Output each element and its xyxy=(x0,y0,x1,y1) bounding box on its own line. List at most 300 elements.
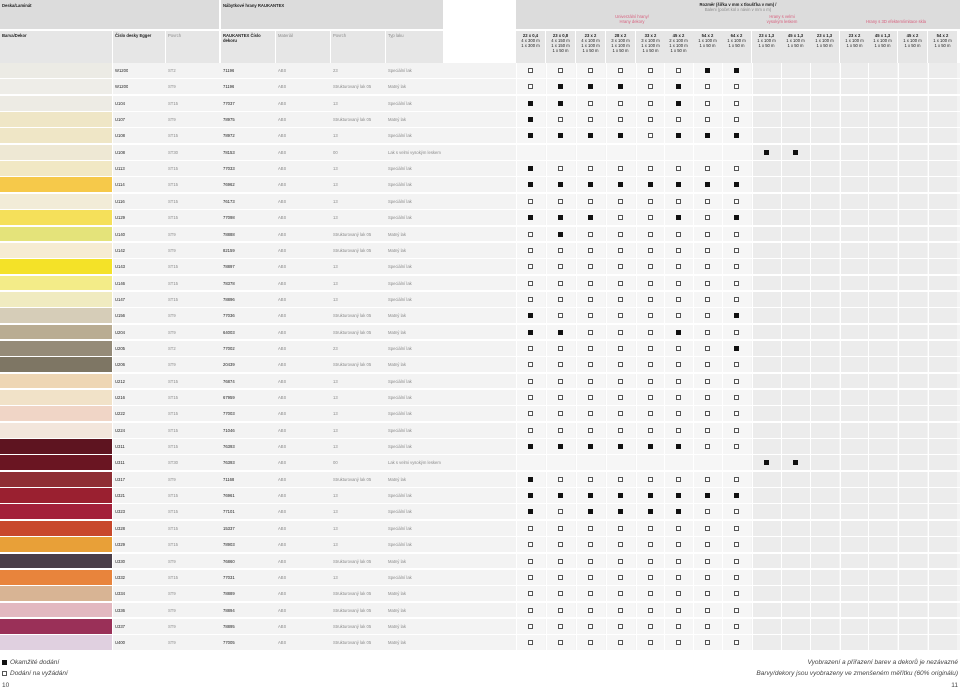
dim-col-0 xyxy=(516,31,545,63)
availability-full-icon xyxy=(734,493,739,498)
grid-cell xyxy=(781,227,810,242)
color-swatch xyxy=(0,586,112,601)
dim-pack2: 1 x 100 m xyxy=(611,43,630,48)
cell-mat: ABS xyxy=(278,509,287,515)
grid-cell xyxy=(898,455,927,470)
availability-empty-icon xyxy=(648,166,653,171)
availability-empty-icon xyxy=(734,477,739,482)
color-swatch xyxy=(0,161,112,176)
availability-empty-icon xyxy=(705,281,710,286)
grid-cell xyxy=(781,210,810,225)
availability-full-icon xyxy=(528,493,533,498)
cell-s2: 13 xyxy=(333,574,338,580)
availability-full-icon xyxy=(793,150,798,155)
grid-cell xyxy=(868,390,897,405)
cell-code: U311 xyxy=(115,444,125,450)
availability-empty-icon xyxy=(588,526,593,531)
grid-cell xyxy=(781,194,810,209)
availability-empty-icon xyxy=(676,559,681,564)
grid-cell xyxy=(868,586,897,601)
cell-mat: ABS xyxy=(278,68,287,73)
cell-surf: ST15 xyxy=(168,280,179,286)
cell-rk: 78972 xyxy=(223,133,235,139)
availability-full-icon xyxy=(588,493,593,498)
availability-empty-icon xyxy=(588,68,593,73)
grid-cell xyxy=(898,504,927,519)
col-material: Materiál xyxy=(276,31,330,63)
cell-s2: 00 xyxy=(333,149,338,155)
cell-surf: ST15 xyxy=(168,133,179,139)
grid-cell xyxy=(868,455,897,470)
cell-code: U104 xyxy=(115,100,126,106)
availability-empty-icon xyxy=(618,68,623,73)
cell-mat: ABS xyxy=(278,133,287,139)
grid-cell xyxy=(781,537,810,552)
grid-cell xyxy=(636,145,665,160)
cell-code: U311 xyxy=(115,460,125,466)
availability-empty-icon xyxy=(618,215,623,220)
cell-lak: Speciální lak xyxy=(388,395,412,400)
availability-empty-icon xyxy=(648,477,653,482)
availability-empty-icon xyxy=(648,297,653,302)
grid-cell xyxy=(928,504,957,519)
grid-cell xyxy=(781,554,810,569)
grid-cell xyxy=(868,537,897,552)
availability-empty-icon xyxy=(618,575,623,580)
availability-full-icon xyxy=(558,215,563,220)
availability-full-icon xyxy=(648,509,653,514)
grid-cell xyxy=(868,439,897,454)
availability-empty-icon xyxy=(588,117,593,122)
grid-cell xyxy=(898,488,927,503)
cell-s2: Strukturovaný lak 05 xyxy=(333,117,372,123)
dim-pack1: 4 x 150 m xyxy=(551,38,570,43)
availability-empty-icon xyxy=(676,362,681,367)
availability-full-icon xyxy=(588,509,593,514)
availability-empty-icon xyxy=(618,526,623,531)
grid-cell xyxy=(781,603,810,618)
dim-size: 22 x 0,4 xyxy=(522,33,539,38)
cell-s2: 13 xyxy=(333,378,338,384)
grid-cell xyxy=(840,455,869,470)
availability-empty-icon xyxy=(558,608,563,613)
cell-code: U113 xyxy=(115,166,125,172)
grid-cell xyxy=(928,586,957,601)
cell-rk: 78889 xyxy=(223,591,235,597)
availability-full-icon xyxy=(618,509,623,514)
availability-empty-icon xyxy=(648,68,653,73)
grid-cell xyxy=(840,177,869,192)
grid-cell xyxy=(752,619,781,634)
grid-cell xyxy=(693,145,722,160)
cell-s2: 13 xyxy=(333,198,338,204)
grid-cell xyxy=(898,554,927,569)
grid-cell xyxy=(840,259,869,274)
availability-empty-icon xyxy=(618,101,623,106)
availability-empty-icon xyxy=(676,526,681,531)
availability-empty-icon xyxy=(528,542,533,547)
cell-rk: 71168 xyxy=(223,476,235,482)
cell-s2: 13 xyxy=(333,395,338,400)
grid-cell xyxy=(928,521,957,536)
grid-cell xyxy=(840,521,869,536)
dim-pack3: 1 x 50 m xyxy=(874,43,891,48)
availability-full-icon xyxy=(528,313,533,318)
availability-empty-icon xyxy=(734,640,739,645)
grid-cell xyxy=(752,504,781,519)
availability-empty-icon xyxy=(558,591,563,596)
grid-cell xyxy=(752,423,781,438)
cell-lak: Speciální lak xyxy=(388,427,412,433)
grid-cell xyxy=(840,145,869,160)
cell-mat: ABS xyxy=(278,542,287,548)
cell-s2: Strukturovaný lak 05 xyxy=(333,623,372,629)
availability-full-icon xyxy=(558,493,563,498)
grid-cell xyxy=(840,570,869,585)
grid-cell xyxy=(868,210,897,225)
cell-mat: ABS xyxy=(278,100,287,106)
availability-empty-icon xyxy=(618,640,623,645)
grid-cell xyxy=(664,145,693,160)
grid-cell xyxy=(928,341,957,356)
cell-surf: ST15 xyxy=(168,509,179,515)
grid-cell xyxy=(840,194,869,209)
cell-code: U337 xyxy=(115,623,126,629)
availability-empty-icon xyxy=(734,509,739,514)
availability-empty-icon xyxy=(705,84,710,89)
availability-full-icon xyxy=(528,444,533,449)
cell-lak: Speciální lak xyxy=(388,166,412,172)
availability-empty-icon xyxy=(734,411,739,416)
cell-mat: ABS xyxy=(278,525,287,531)
availability-empty-icon xyxy=(558,346,563,351)
availability-empty-icon xyxy=(676,477,681,482)
grid-cell xyxy=(810,619,839,634)
availability-empty-icon xyxy=(618,395,623,400)
grid-cell xyxy=(752,161,781,176)
availability-full-icon xyxy=(734,346,739,351)
cell-lak: Speciální lak xyxy=(388,345,412,351)
group2-label: Hrany s velmi vysokým leskem xyxy=(766,14,798,24)
availability-empty-icon xyxy=(528,346,533,351)
grid-cell xyxy=(752,227,781,242)
dim-pack2: 1 x 100 m xyxy=(698,38,717,43)
cell-lak: Speciální lak xyxy=(388,493,412,499)
grid-cell xyxy=(840,357,869,372)
grid-cell xyxy=(781,504,810,519)
grid-cell xyxy=(810,374,839,389)
grid-cell xyxy=(752,586,781,601)
availability-empty-icon xyxy=(648,330,653,335)
cell-lak: Speciální lak xyxy=(388,378,412,384)
dim-pack1: 4 x 100 m xyxy=(581,38,600,43)
cell-rk: 15337 xyxy=(223,525,235,531)
grid-cell xyxy=(752,635,781,650)
dim-col-7 xyxy=(722,31,751,63)
cell-code: U143 xyxy=(115,264,126,270)
grid-cell xyxy=(898,406,927,421)
grid-cell xyxy=(928,325,957,340)
availability-empty-icon xyxy=(648,101,653,106)
color-swatch xyxy=(0,210,112,225)
cell-surf: ST9 xyxy=(168,623,176,629)
grid-cell xyxy=(810,341,839,356)
cell-code: U108 xyxy=(115,133,126,139)
grid-cell xyxy=(840,292,869,307)
grid-cell xyxy=(898,603,927,618)
availability-full-icon xyxy=(558,133,563,138)
availability-full-icon xyxy=(618,84,623,89)
availability-full-icon xyxy=(734,133,739,138)
cell-code: U329 xyxy=(115,542,126,548)
availability-full-icon xyxy=(558,182,563,187)
dim-pack3: 1 x 50 m xyxy=(904,43,921,48)
grid-cell xyxy=(722,455,751,470)
cell-rk: 67959 xyxy=(223,395,235,400)
legend-on-request: Dodání na vyžádání xyxy=(10,670,68,677)
cell-rk: 78975 xyxy=(223,117,235,123)
cell-lak: Matný lak xyxy=(388,623,406,629)
grid-cell xyxy=(868,96,897,111)
grid-cell xyxy=(810,586,839,601)
cell-code: U323 xyxy=(115,509,126,515)
grid-cell xyxy=(898,276,927,291)
grid-cell xyxy=(810,488,839,503)
cell-surf: ST15 xyxy=(168,411,179,417)
grid-cell xyxy=(928,406,957,421)
grid-cell xyxy=(868,406,897,421)
cell-surf: ST15 xyxy=(168,182,179,188)
cell-rk: 78896 xyxy=(223,296,235,302)
availability-full-icon xyxy=(793,460,798,465)
dim-size: 23 x 1,3 xyxy=(816,33,833,38)
dim-col-12 xyxy=(868,31,897,63)
availability-empty-icon xyxy=(734,166,739,171)
grid-cell xyxy=(810,554,839,569)
cell-lak: Speciální lak xyxy=(388,542,412,548)
availability-full-icon xyxy=(734,68,739,73)
grid-cell xyxy=(868,521,897,536)
color-swatch xyxy=(0,79,112,94)
grid-cell xyxy=(840,390,869,405)
availability-empty-icon xyxy=(705,509,710,514)
grid-cell xyxy=(840,243,869,258)
cell-s2: Strukturovaný lak 05 xyxy=(333,640,372,646)
grid-cell xyxy=(868,570,897,585)
availability-full-icon xyxy=(558,101,563,106)
cell-mat: ABS xyxy=(278,345,287,351)
cell-lak: Speciální lak xyxy=(388,525,412,531)
availability-full-icon xyxy=(528,117,533,122)
availability-empty-icon xyxy=(618,232,623,237)
availability-empty-icon xyxy=(648,232,653,237)
availability-empty-icon xyxy=(648,313,653,318)
cell-lak: Speciální lak xyxy=(388,198,412,204)
dim-pack1: 3 x 100 m xyxy=(611,38,630,43)
color-swatch xyxy=(0,554,112,569)
cell-surf: ST15 xyxy=(168,444,179,450)
availability-full-icon xyxy=(588,444,593,449)
grid-cell xyxy=(781,619,810,634)
grid-cell xyxy=(781,521,810,536)
availability-empty-icon xyxy=(676,395,681,400)
cell-lak: Speciální lak xyxy=(388,68,412,73)
cell-rk: 78888 xyxy=(223,231,235,237)
grid-cell xyxy=(840,128,869,143)
grid-cell xyxy=(868,635,897,650)
cell-lak: Speciální lak xyxy=(388,444,412,450)
grid-cell xyxy=(810,276,839,291)
grid-cell xyxy=(606,145,635,160)
availability-empty-icon xyxy=(558,199,563,204)
cell-lak: Speciální lak xyxy=(388,411,412,417)
cell-surf: ST15 xyxy=(168,378,179,384)
availability-empty-icon xyxy=(734,281,739,286)
disclaimer-1: Vyobrazení a přiřazení barev a dekorů je nezávazné xyxy=(807,659,958,666)
grid-cell xyxy=(928,308,957,323)
cell-mat: ABS xyxy=(278,640,287,646)
cell-s2: 13 xyxy=(333,509,338,515)
color-swatch xyxy=(0,194,112,209)
grid-cell xyxy=(898,96,927,111)
grid-cell xyxy=(752,79,781,94)
availability-empty-icon xyxy=(734,559,739,564)
availability-full-icon xyxy=(676,509,681,514)
dim-size: 45 x 1,3 xyxy=(787,33,804,38)
grid-cell xyxy=(898,308,927,323)
color-swatch xyxy=(0,472,112,487)
cell-s2: 23 xyxy=(333,68,338,73)
grid-cell xyxy=(781,259,810,274)
grid-cell xyxy=(868,488,897,503)
cell-lak: Matný lak xyxy=(388,329,406,335)
cell-rk: 78903 xyxy=(223,542,235,548)
availability-empty-icon xyxy=(558,526,563,531)
grid-cell xyxy=(752,210,781,225)
grid-cell xyxy=(928,390,957,405)
dim-col-5 xyxy=(664,31,693,63)
grid-cell xyxy=(898,325,927,340)
cell-lak: Matný lak xyxy=(388,558,406,564)
grid-cell xyxy=(928,128,957,143)
cell-rk: 78897 xyxy=(223,264,235,270)
cell-rk: 76860 xyxy=(223,558,235,564)
availability-empty-icon xyxy=(648,133,653,138)
cell-mat: ABS xyxy=(278,247,287,253)
cell-mat: ABS xyxy=(278,623,287,629)
cell-mat: ABS xyxy=(278,427,287,433)
cell-mat: ABS xyxy=(278,313,287,319)
availability-empty-icon xyxy=(734,84,739,89)
availability-empty-icon xyxy=(618,199,623,204)
cell-surf: ST15 xyxy=(168,427,179,433)
grid-cell xyxy=(928,570,957,585)
grid-cell xyxy=(781,112,810,127)
cell-s2: 13 xyxy=(333,411,338,417)
dim-pack2: 1 x 100 m xyxy=(641,43,660,48)
grid-cell xyxy=(928,161,957,176)
grid-cell xyxy=(898,472,927,487)
dim-size: 45 x 2 xyxy=(672,33,685,38)
grid-cell xyxy=(810,635,839,650)
availability-empty-icon xyxy=(558,379,563,384)
availability-empty-icon xyxy=(705,559,710,564)
grid-cell xyxy=(752,96,781,111)
cell-s2: 13 xyxy=(333,525,338,531)
availability-empty-icon xyxy=(676,542,681,547)
dim-pack3: 1 x 50 m xyxy=(699,43,716,48)
dim-size: 33 x 2 xyxy=(644,33,657,38)
grid-cell xyxy=(928,554,957,569)
availability-empty-icon xyxy=(676,166,681,171)
cell-surf: ST9 xyxy=(168,84,176,90)
grid-cell xyxy=(840,488,869,503)
grid-cell xyxy=(840,537,869,552)
cell-mat: ABS xyxy=(278,280,287,286)
availability-full-icon xyxy=(528,101,533,106)
grid-cell xyxy=(810,521,839,536)
availability-empty-icon xyxy=(705,166,710,171)
cell-mat: ABS xyxy=(278,296,287,302)
availability-empty-icon xyxy=(705,313,710,318)
availability-empty-icon xyxy=(734,575,739,580)
cell-mat: ABS xyxy=(278,378,287,384)
grid-cell xyxy=(928,292,957,307)
grid-cell xyxy=(840,276,869,291)
grid-cell xyxy=(781,423,810,438)
legend-immediate: Okamžité dodání xyxy=(10,659,60,666)
grid-cell xyxy=(898,161,927,176)
grid-cell xyxy=(898,227,927,242)
cell-code: U224 xyxy=(115,427,126,433)
cell-lak: Speciální lak xyxy=(388,574,412,580)
cell-surf: ST15 xyxy=(168,264,179,270)
availability-empty-icon xyxy=(618,477,623,482)
grid-cell xyxy=(840,554,869,569)
cell-rk: 82159 xyxy=(223,247,235,253)
availability-empty-icon xyxy=(734,428,739,433)
cell-lak: Lak s velmi vysokým leskem xyxy=(388,460,441,466)
availability-empty-icon xyxy=(588,379,593,384)
availability-empty-icon xyxy=(588,166,593,171)
cell-mat: ABS xyxy=(278,558,287,564)
cell-mat: ABS xyxy=(278,264,287,270)
grid-cell xyxy=(752,341,781,356)
grid-cell xyxy=(840,79,869,94)
grid-cell xyxy=(840,63,869,78)
cell-surf: ST9 xyxy=(168,591,176,597)
availability-empty-icon xyxy=(648,117,653,122)
grid-cell xyxy=(781,570,810,585)
grid-cell xyxy=(928,79,957,94)
availability-empty-icon xyxy=(558,395,563,400)
grid-cell xyxy=(868,341,897,356)
availability-empty-icon xyxy=(528,264,533,269)
cell-s2: 13 xyxy=(333,296,338,302)
availability-empty-icon xyxy=(734,297,739,302)
cell-surf: ST15 xyxy=(168,525,179,531)
availability-empty-icon xyxy=(676,575,681,580)
dim-col-10 xyxy=(810,31,839,63)
availability-empty-icon xyxy=(618,281,623,286)
cell-s2: 13 xyxy=(333,100,338,106)
color-swatch xyxy=(0,243,112,258)
cell-code: U114 xyxy=(115,182,125,188)
grid-cell xyxy=(781,161,810,176)
grid-cell xyxy=(868,145,897,160)
color-swatch xyxy=(0,227,112,242)
availability-full-icon xyxy=(705,68,710,73)
